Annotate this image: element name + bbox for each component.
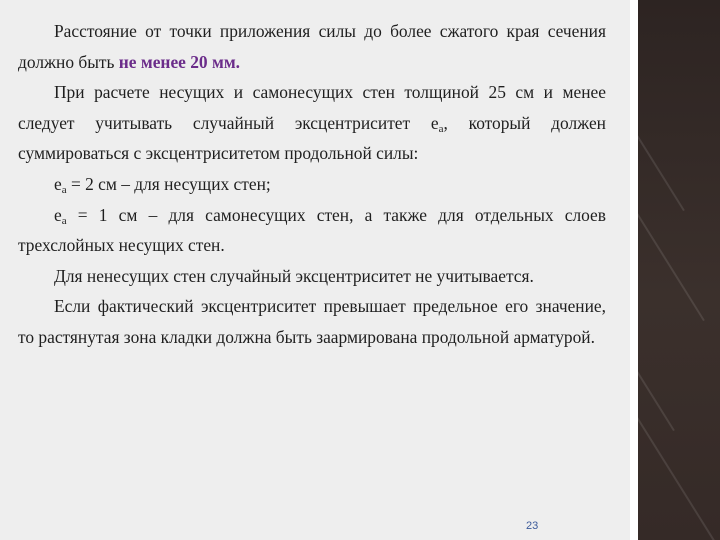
paragraph-eccentricity-text-end: , который должен суммироваться с эксцентриситетом продольной силы: bbox=[18, 112, 606, 164]
panel-texture-streak bbox=[638, 370, 715, 540]
symbol-e: е bbox=[54, 204, 62, 225]
panel-texture-streak bbox=[638, 150, 705, 321]
panel-texture-streak bbox=[638, 455, 690, 540]
slide-divider bbox=[630, 0, 638, 540]
page-number: 23 bbox=[526, 520, 539, 532]
paragraph-bearing-walls-text: = 2 см – для несущих стен; bbox=[66, 173, 271, 194]
subscript-a: а bbox=[61, 214, 67, 227]
subscript-a: а bbox=[438, 122, 444, 135]
paragraph-bearing-walls bbox=[18, 169, 606, 200]
paragraph-self-bearing-walls bbox=[18, 200, 606, 261]
highlight-min-distance: не менее 20 мм. bbox=[118, 51, 241, 72]
slide-text-body bbox=[18, 16, 606, 353]
paragraph-distance-rule bbox=[18, 16, 606, 77]
paragraph-non-bearing-walls: Для ненесущих стен случайный эксцентриситет не учитывается. bbox=[54, 265, 534, 286]
subscript-a: а bbox=[61, 183, 67, 196]
panel-texture-streak bbox=[638, 40, 685, 211]
paragraph-eccentricity-rule bbox=[18, 77, 606, 169]
paragraph-self-bearing-walls-text: = 1 см – для самонесущих стен, а также для отдельных слоев трехслойных несущих стен. bbox=[18, 204, 606, 256]
panel-texture-streak bbox=[638, 260, 675, 431]
paragraph-reinforcement: Если фактический эксцентриситет превышает предельное его значение, то растянутая зона кладки должна быть заармирована продольной арматурой. bbox=[18, 296, 606, 347]
paragraph-eccentricity-text: При расчете несущих и самонесущих стен толщиной 25 см и менее следует учитывать случайный эксцентриситет е bbox=[18, 82, 606, 133]
decorative-side-panel bbox=[638, 0, 720, 540]
symbol-e: е bbox=[54, 173, 62, 194]
paragraph-distance-rule-text: Расстояние от точки приложения силы до более сжатого края сечения должно быть bbox=[18, 21, 606, 72]
